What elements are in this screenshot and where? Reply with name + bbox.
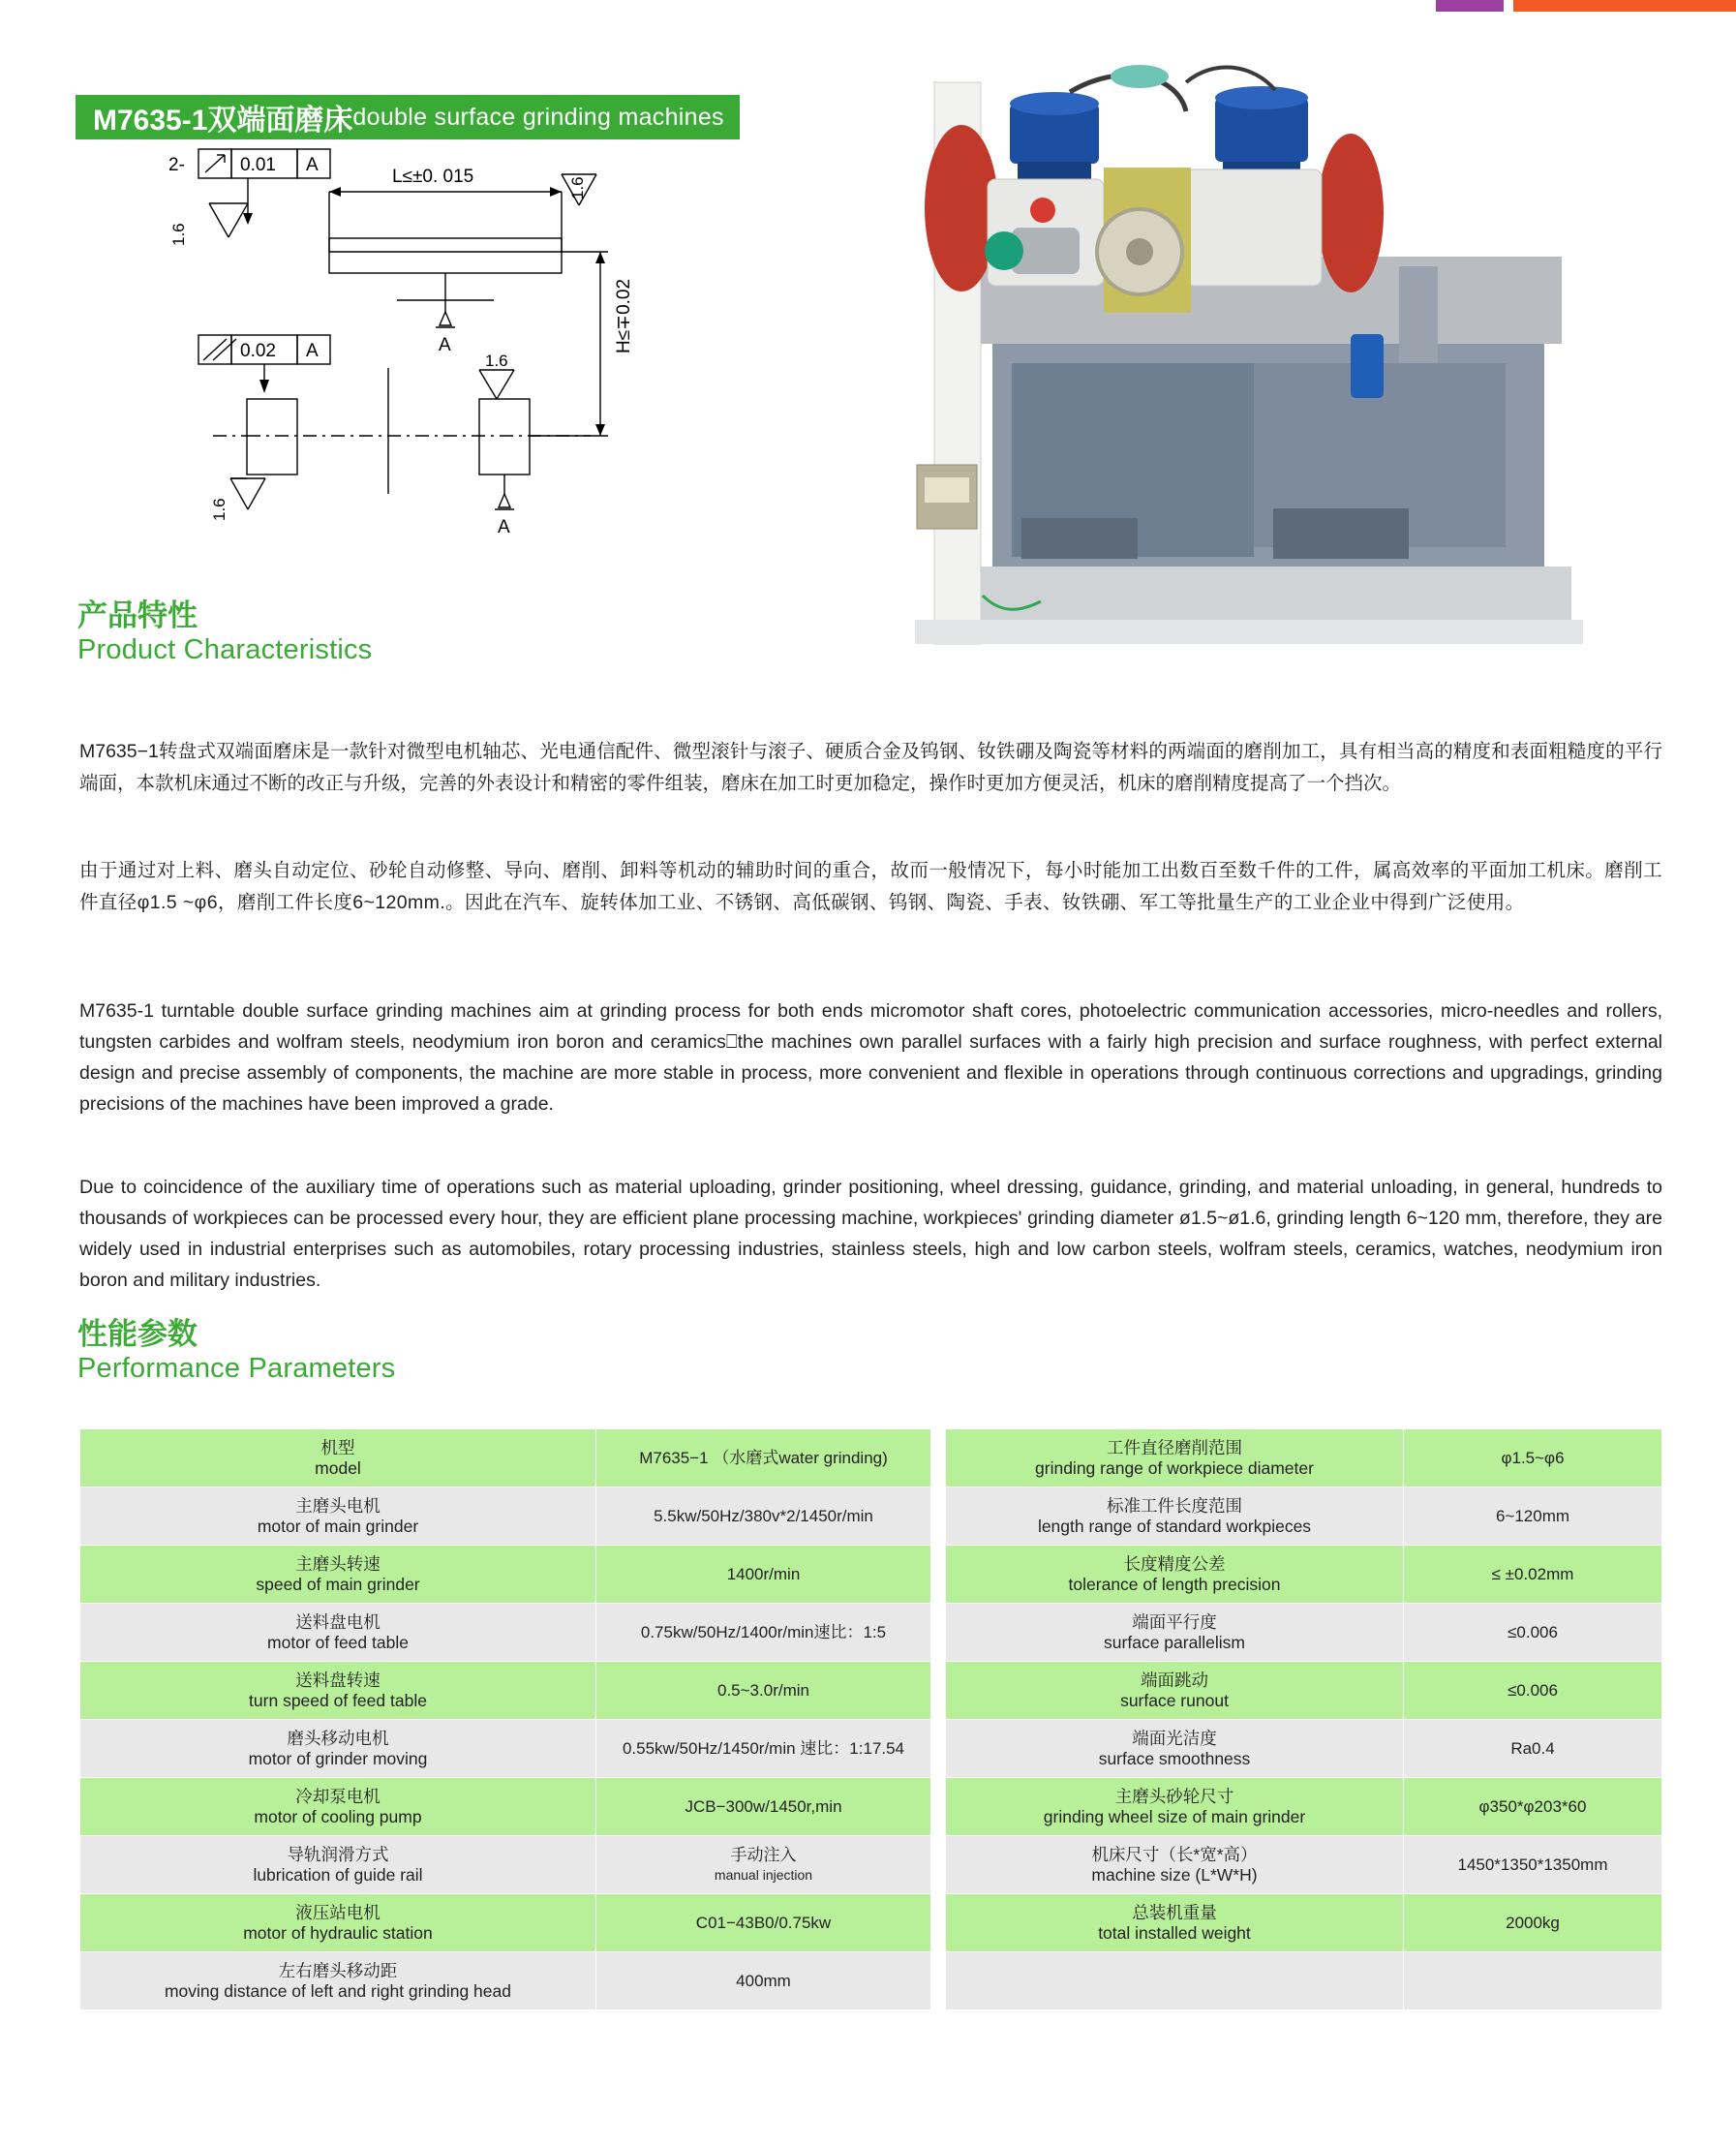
param-label-cn: 左右磨头移动距 bbox=[278, 1960, 398, 1980]
param-value: 1400r/min bbox=[596, 1546, 931, 1604]
param-label-cn: 长度精度公差 bbox=[1123, 1553, 1226, 1574]
param-label bbox=[946, 1487, 1404, 1546]
table-row bbox=[946, 1894, 1662, 1952]
param-value: 0.5~3.0r/min bbox=[596, 1662, 931, 1720]
param-label-en: motor of main grinder bbox=[257, 1516, 419, 1536]
param-label bbox=[946, 1952, 1404, 2010]
param-label-en: machine size (L*W*H) bbox=[1091, 1864, 1258, 1885]
param-label-cn: 液压站电机 bbox=[295, 1902, 381, 1922]
table-row bbox=[80, 1836, 931, 1894]
param-label bbox=[80, 1720, 596, 1778]
param-label-cn: 主磨头电机 bbox=[295, 1495, 381, 1516]
param-value: 1450*1350*1350mm bbox=[1404, 1836, 1662, 1894]
param-label-cn: 端面跳动 bbox=[1141, 1670, 1208, 1690]
strip-blank bbox=[0, 0, 1436, 12]
drawing-label-rough-bottom: 1.6 bbox=[210, 498, 228, 521]
param-label-en: length range of standard workpieces bbox=[1037, 1516, 1312, 1536]
param-label-cn: 磨头移动电机 bbox=[287, 1728, 389, 1748]
paragraph-cn-1: M7635−1转盘式双端面磨床是一款针对微型电机轴芯、光电通信配件、微型滚针与滚子、硬质合金及钨钢、钕铁硼及陶瓷等材料的两端面的磨削加工，具有相当高的精度和表面粗糙度的平行端面，本款机床通过不断的改正与升级，完善的外表设计和精密的零件组装，磨床在加工时更加稳定，操作时更加方便灵活，机床的磨削精度提高了一个挡次。 bbox=[79, 740, 1662, 794]
param-value: 0.55kw/50Hz/1450r/min 速比：1:17.54 bbox=[596, 1720, 931, 1778]
table-row bbox=[80, 1429, 931, 1487]
drawing-label-datum-letter-2: A bbox=[498, 517, 510, 537]
machine-photo-svg bbox=[896, 53, 1660, 697]
paragraph-en-1: M7635-1 turntable double surface grinding machines aim at grinding process for both ends micromotor shaft cores, photoelectric communication accessories, micro-needles and rollers, tungsten carbides and wolfram steels, neodymium iron boron and ceramics⎕the machines own parallel surfaces with a fairly high precision and surface roughness, with perfect external design and precise assembly of components, the machine are more stable in process, more convenient and flexible in operations through continuous corrections and upgradings, grinding precisions of the machines have been improved a grade. bbox=[79, 999, 1662, 1115]
param-value: 2000kg bbox=[1404, 1894, 1662, 1952]
param-label bbox=[946, 1894, 1404, 1952]
machine-photo bbox=[896, 53, 1660, 697]
parameters-table-right bbox=[945, 1428, 1662, 2010]
param-label-en: model bbox=[315, 1457, 361, 1478]
param-value: 0.75kw/50Hz/1400r/min速比：1:5 bbox=[596, 1604, 931, 1662]
table-row bbox=[80, 1662, 931, 1720]
table-row bbox=[946, 1836, 1662, 1894]
section-product-en: Product Characteristics bbox=[77, 634, 373, 665]
param-label-en: surface parallelism bbox=[1104, 1632, 1245, 1652]
strip-orange bbox=[1513, 0, 1736, 12]
drawing-label-datum-letter-1: A bbox=[439, 335, 451, 355]
technical-drawing bbox=[145, 145, 765, 610]
param-label-en: motor of grinder moving bbox=[248, 1748, 428, 1768]
paragraph-cn-2: 由于通过对上料、磨头自动定位、砂轮自动修整、导向、磨削、卸料等机动的辅助时间的重合，故而一般情况下，每小时能加工出数百至数千件的工件，属高效率的平面加工机床。磨削工件直径φ1.5 ~φ6，磨削工件长度6~120mm.。因此在汽车、旋转体加工业、不锈钢、高低碳钢、钨钢、陶瓷、手表、钕铁硼、军工等批量生产的工业企业中得到广泛使用。 bbox=[79, 859, 1662, 913]
section-performance-en: Performance Parameters bbox=[77, 1353, 396, 1384]
param-label-cn: 端面平行度 bbox=[1132, 1611, 1217, 1632]
param-label-cn: 机床尺寸（长*宽*高） bbox=[1091, 1844, 1258, 1864]
param-label bbox=[946, 1720, 1404, 1778]
drawing-svg bbox=[145, 145, 765, 610]
param-label-en: grinding range of workpiece diameter bbox=[1035, 1457, 1314, 1478]
drawing-label-dim-top: L≤±0. 015 bbox=[392, 167, 474, 187]
param-value: ≤ ±0.02mm bbox=[1404, 1546, 1662, 1604]
param-label-en: motor of cooling pump bbox=[254, 1806, 422, 1826]
param-value bbox=[1404, 1952, 1662, 2010]
table-row bbox=[946, 1662, 1662, 1720]
param-label-en: total installed weight bbox=[1098, 1922, 1251, 1943]
param-value: 400mm bbox=[596, 1952, 931, 2010]
param-value bbox=[596, 1836, 931, 1894]
table-row bbox=[80, 1604, 931, 1662]
param-label bbox=[80, 1952, 596, 2010]
table-row bbox=[946, 1429, 1662, 1487]
param-label-cn: 主磨头砂轮尺寸 bbox=[1114, 1786, 1234, 1806]
param-label bbox=[80, 1778, 596, 1836]
param-value: 5.5kw/50Hz/380v*2/1450r/min bbox=[596, 1487, 931, 1546]
page-title-en: double surface grinding machines bbox=[352, 103, 724, 131]
parameters-table-left bbox=[79, 1428, 931, 2010]
param-label-en: surface smoothness bbox=[1098, 1748, 1251, 1768]
param-label-en: motor of feed table bbox=[267, 1632, 409, 1652]
param-label-cn: 送料盘转速 bbox=[295, 1670, 381, 1690]
param-value: φ1.5~φ6 bbox=[1404, 1429, 1662, 1487]
drawing-label-rough-left: 1.6 bbox=[169, 223, 188, 246]
param-label-cn: 总装机重量 bbox=[1132, 1902, 1217, 1922]
param-label-en: tolerance of length precision bbox=[1068, 1574, 1281, 1594]
param-label bbox=[946, 1836, 1404, 1894]
table-row bbox=[946, 1546, 1662, 1604]
param-value-sub: manual injection bbox=[714, 1866, 813, 1883]
drawing-label-rough-mid: 1.6 bbox=[485, 352, 508, 370]
param-label-en: motor of hydraulic station bbox=[243, 1922, 433, 1943]
section-product-cn: 产品特性 bbox=[77, 598, 198, 632]
section-heading-performance bbox=[77, 1317, 395, 1385]
param-value: ≤0.006 bbox=[1404, 1662, 1662, 1720]
param-value: ≤0.006 bbox=[1404, 1604, 1662, 1662]
param-label-en: turn speed of feed table bbox=[249, 1690, 427, 1710]
drawing-label-tol-val-1: 0.01 bbox=[240, 155, 276, 175]
param-value: M7635−1 （水磨式water grinding) bbox=[596, 1429, 931, 1487]
param-label-cn: 工件直径磨削范围 bbox=[1107, 1437, 1242, 1457]
table-row bbox=[946, 1952, 1662, 2010]
param-label-cn: 主磨头转速 bbox=[295, 1553, 381, 1574]
table-row bbox=[80, 1546, 931, 1604]
param-label bbox=[946, 1662, 1404, 1720]
param-label-en: grinding wheel size of main grinder bbox=[1043, 1806, 1306, 1826]
param-label-cn: 标准工件长度范围 bbox=[1107, 1495, 1242, 1516]
param-label bbox=[946, 1546, 1404, 1604]
section-performance-cn: 性能参数 bbox=[77, 1317, 198, 1351]
param-value: 6~120mm bbox=[1404, 1487, 1662, 1546]
param-label bbox=[80, 1487, 596, 1546]
param-label-en: speed of main grinder bbox=[256, 1574, 420, 1594]
table-row bbox=[946, 1604, 1662, 1662]
top-color-strip bbox=[0, 0, 1736, 12]
param-label-cn: 送料盘电机 bbox=[295, 1611, 381, 1632]
param-label bbox=[80, 1429, 596, 1487]
param-label bbox=[946, 1429, 1404, 1487]
param-label-cn: 机型 bbox=[320, 1437, 355, 1457]
param-label bbox=[946, 1778, 1404, 1836]
table-row bbox=[946, 1778, 1662, 1836]
param-label bbox=[80, 1662, 596, 1720]
drawing-label-dim-vertical: H≤∓0.02 bbox=[614, 278, 634, 353]
param-label-cn: 冷却泵电机 bbox=[295, 1786, 381, 1806]
param-value: JCB−300w/1450r,min bbox=[596, 1778, 931, 1836]
param-label bbox=[946, 1604, 1404, 1662]
strip-purple bbox=[1436, 0, 1504, 12]
param-label bbox=[80, 1546, 596, 1604]
drawing-label-tol-sym-1: 2- bbox=[168, 155, 185, 175]
table-row bbox=[80, 1952, 931, 2010]
param-label bbox=[80, 1604, 596, 1662]
table-row bbox=[946, 1487, 1662, 1546]
drawing-label-datum-1: A bbox=[306, 155, 319, 175]
parameters-tables bbox=[79, 1428, 1662, 2010]
drawing-label-datum-2: A bbox=[306, 341, 319, 361]
param-value: φ350*φ203*60 bbox=[1404, 1778, 1662, 1836]
strip-gap bbox=[1504, 0, 1513, 12]
param-label-cn: 导轨润滑方式 bbox=[287, 1844, 389, 1864]
table-row bbox=[80, 1487, 931, 1546]
drawing-label-rough-right: 1.6 bbox=[568, 176, 587, 199]
page-title-cn: M7635-1双端面磨床 bbox=[93, 105, 353, 137]
param-label bbox=[80, 1894, 596, 1952]
param-label-en: moving distance of left and right grinding head bbox=[164, 1980, 511, 2001]
paragraph-en-2: Due to coincidence of the auxiliary time of operations such as material uploading, grinder positioning, wheel dressing, guidance, grinding, and material unloading, in general, hundreds to thousands of workpieces can be processed every hour, they are efficient plane processing machine, workpieces' grinding diameter ø1.5~ø1.6, grinding length 6~120 mm, therefore, they are widely used in industrial enterprises such as automobiles, rotary processing industries, stainless steels, high and low carbon steels, wolfram steels, ceramics, watches, neodymium iron boron and military industries. bbox=[79, 1176, 1662, 1291]
drawing-label-tol-val-2: 0.02 bbox=[240, 341, 276, 361]
param-label-cn: 端面光洁度 bbox=[1132, 1728, 1217, 1748]
param-value: C01−43B0/0.75kw bbox=[596, 1894, 931, 1952]
table-row bbox=[80, 1778, 931, 1836]
param-label-en: surface runout bbox=[1120, 1690, 1229, 1710]
section-heading-product bbox=[77, 598, 372, 666]
table-row bbox=[80, 1720, 931, 1778]
table-row bbox=[946, 1720, 1662, 1778]
param-label bbox=[80, 1836, 596, 1894]
table-row bbox=[80, 1894, 931, 1952]
param-value-main: 手动注入 bbox=[730, 1845, 797, 1864]
param-value: Ra0.4 bbox=[1404, 1720, 1662, 1778]
param-label-en: lubrication of guide rail bbox=[253, 1864, 423, 1885]
page-title-banner bbox=[76, 95, 740, 139]
